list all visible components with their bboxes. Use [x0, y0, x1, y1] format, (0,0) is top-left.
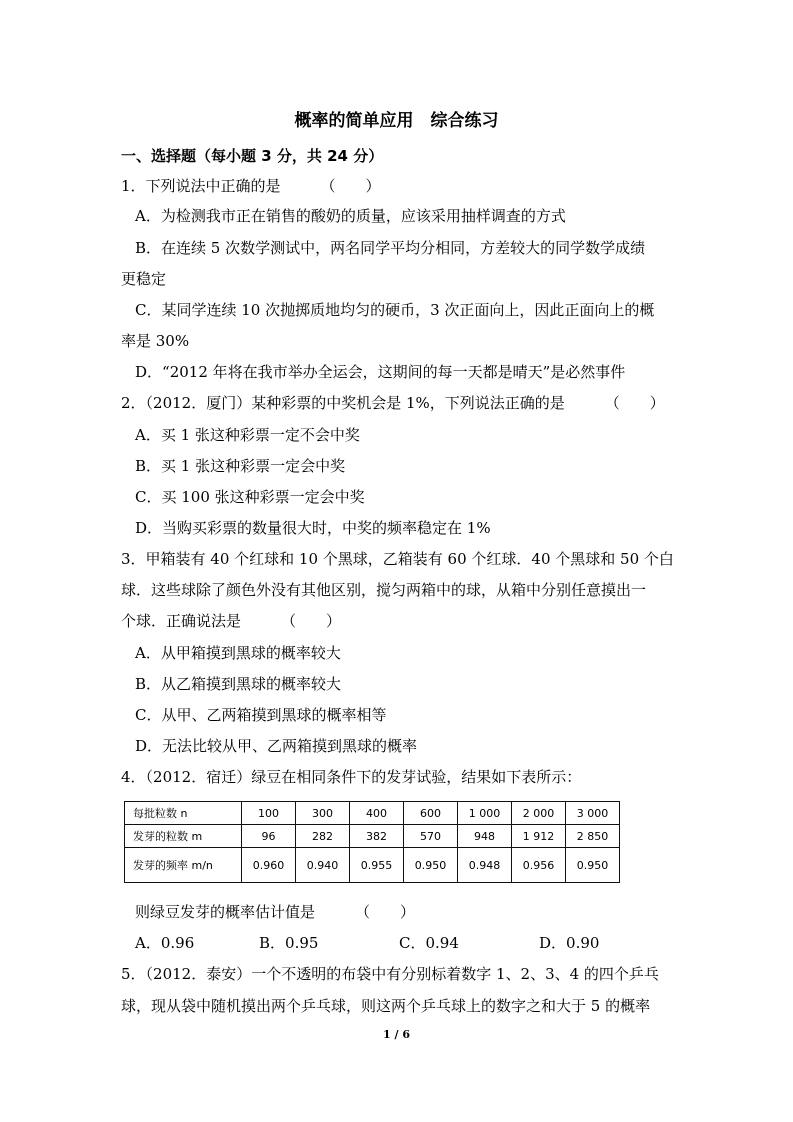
table-row: [125, 825, 620, 848]
section-heading: 一、选择题（每小题 3 分，共 24 分）: [121, 147, 384, 165]
table-cell: 0.940: [296, 848, 350, 883]
table-cell: 948: [458, 825, 512, 848]
question-3-text: 个球．正确说法是: [121, 612, 242, 630]
table-cell: 570: [404, 825, 458, 848]
question-4-stem: 4．（2012．宿迁）绿豆在相同条件下的发芽试验，结果如下表所示：: [121, 768, 582, 786]
question-5-line-1: 5．（2012．泰安）一个不透明的布袋中有分别标着数字 1、2、3、4 的四个乒乓: [121, 965, 659, 983]
question-3-option-a: A．从甲箱摸到黑球的概率较大: [135, 644, 341, 662]
table-cell: 0.956: [512, 848, 566, 883]
question-4-ask: [135, 902, 695, 922]
question-4-option-c: C．0.94: [399, 934, 459, 952]
question-4-option-d: D．0.90: [539, 934, 600, 952]
table-cell: 100: [242, 802, 296, 825]
table-cell: 2 850: [566, 825, 620, 848]
row-header-germinated: 发芽的粒数 m: [125, 825, 242, 848]
table-cell: 382: [350, 825, 404, 848]
table-row: [125, 848, 620, 883]
question-1-stem: [121, 176, 681, 196]
question-3-option-c: C．从甲、乙两箱摸到黑球的概率相等: [135, 706, 387, 724]
table-cell: 96: [242, 825, 296, 848]
table-cell: 1 000: [458, 802, 512, 825]
table-cell: 0.948: [458, 848, 512, 883]
question-4-text: 则绿豆发芽的概率估计值是: [135, 903, 316, 921]
question-3-line-2: 球．这些球除了颜色外没有其他区别，搅匀两箱中的球，从箱中分别任意摸出一: [121, 581, 647, 599]
germination-table: [124, 801, 620, 883]
question-2-option-c: C．买 100 张这种彩票一定会中奖: [135, 488, 365, 506]
table-cell: 300: [296, 802, 350, 825]
question-2-option-b: B．买 1 张这种彩票一定会中奖: [135, 457, 346, 475]
question-2-stem: [121, 393, 681, 413]
table-cell: 0.950: [404, 848, 458, 883]
question-2-text: 2．（2012．厦门）某种彩票的中奖机会是 1%，下列说法正确的是: [121, 394, 565, 412]
table-cell: 0.960: [242, 848, 296, 883]
question-1-option-b: B．在连续 5 次数学测试中，两名同学平均分相同，方差较大的同学数学成绩: [135, 239, 646, 257]
question-4-option-b: B．0.95: [259, 934, 319, 952]
page-title: 概率的简单应用 综合练习: [294, 111, 499, 131]
answer-blank: （ ）: [281, 612, 342, 630]
row-header-batch: 每批粒数 n: [125, 802, 242, 825]
row-header-frequency: 发芽的频率 m/n: [125, 848, 242, 883]
table-cell: 282: [296, 825, 350, 848]
question-5-line-2: 球，现从袋中随机摸出两个乒乓球，则这两个乒乓球上的数字之和大于 5 的概率: [121, 997, 651, 1015]
question-2-option-d: D．当购买彩票的数量很大时，中奖的频率稳定在 1%: [135, 519, 491, 537]
table-cell: 400: [350, 802, 404, 825]
answer-blank: （ ）: [604, 394, 665, 412]
answer-blank: （ ）: [320, 177, 381, 195]
question-1-option-c-cont: 率是 30%: [121, 332, 190, 350]
question-3-line-1: 3．甲箱装有 40 个红球和 10 个黑球，乙箱装有 60 个红球．40 个黑球和 50 个白: [121, 550, 674, 568]
question-1-option-c: C．某同学连续 10 次抛掷质地均匀的硬币，3 次正面向上，因此正面向上的概: [135, 301, 655, 319]
question-1-option-a: A．为检测我市正在销售的酸奶的质量，应该采用抽样调查的方式: [135, 207, 566, 225]
question-2-option-a: A．买 1 张这种彩票一定不会中奖: [135, 426, 360, 444]
answer-blank: （ ）: [355, 903, 416, 921]
table-row: [125, 802, 620, 825]
table-cell: 2 000: [512, 802, 566, 825]
question-3-option-d: D．无法比较从甲、乙两箱摸到黑球的概率: [135, 737, 418, 755]
question-4-option-a: A．0.96: [135, 934, 195, 952]
table-cell: 0.950: [566, 848, 620, 883]
question-1-option-d: D．“2012 年将在我市举办全运会，这期间的每一天都是晴天”是必然事件: [135, 363, 626, 381]
page-number: 1 / 6: [383, 1028, 410, 1041]
question-1-text: 1．下列说法中正确的是: [121, 177, 281, 195]
table-cell: 3 000: [566, 802, 620, 825]
table-cell: 600: [404, 802, 458, 825]
table-cell: 1 912: [512, 825, 566, 848]
question-1-option-b-cont: 更稳定: [121, 270, 167, 288]
question-3-option-b: B．从乙箱摸到黑球的概率较大: [135, 675, 342, 693]
question-3-line-3: [121, 611, 681, 631]
table-cell: 0.955: [350, 848, 404, 883]
